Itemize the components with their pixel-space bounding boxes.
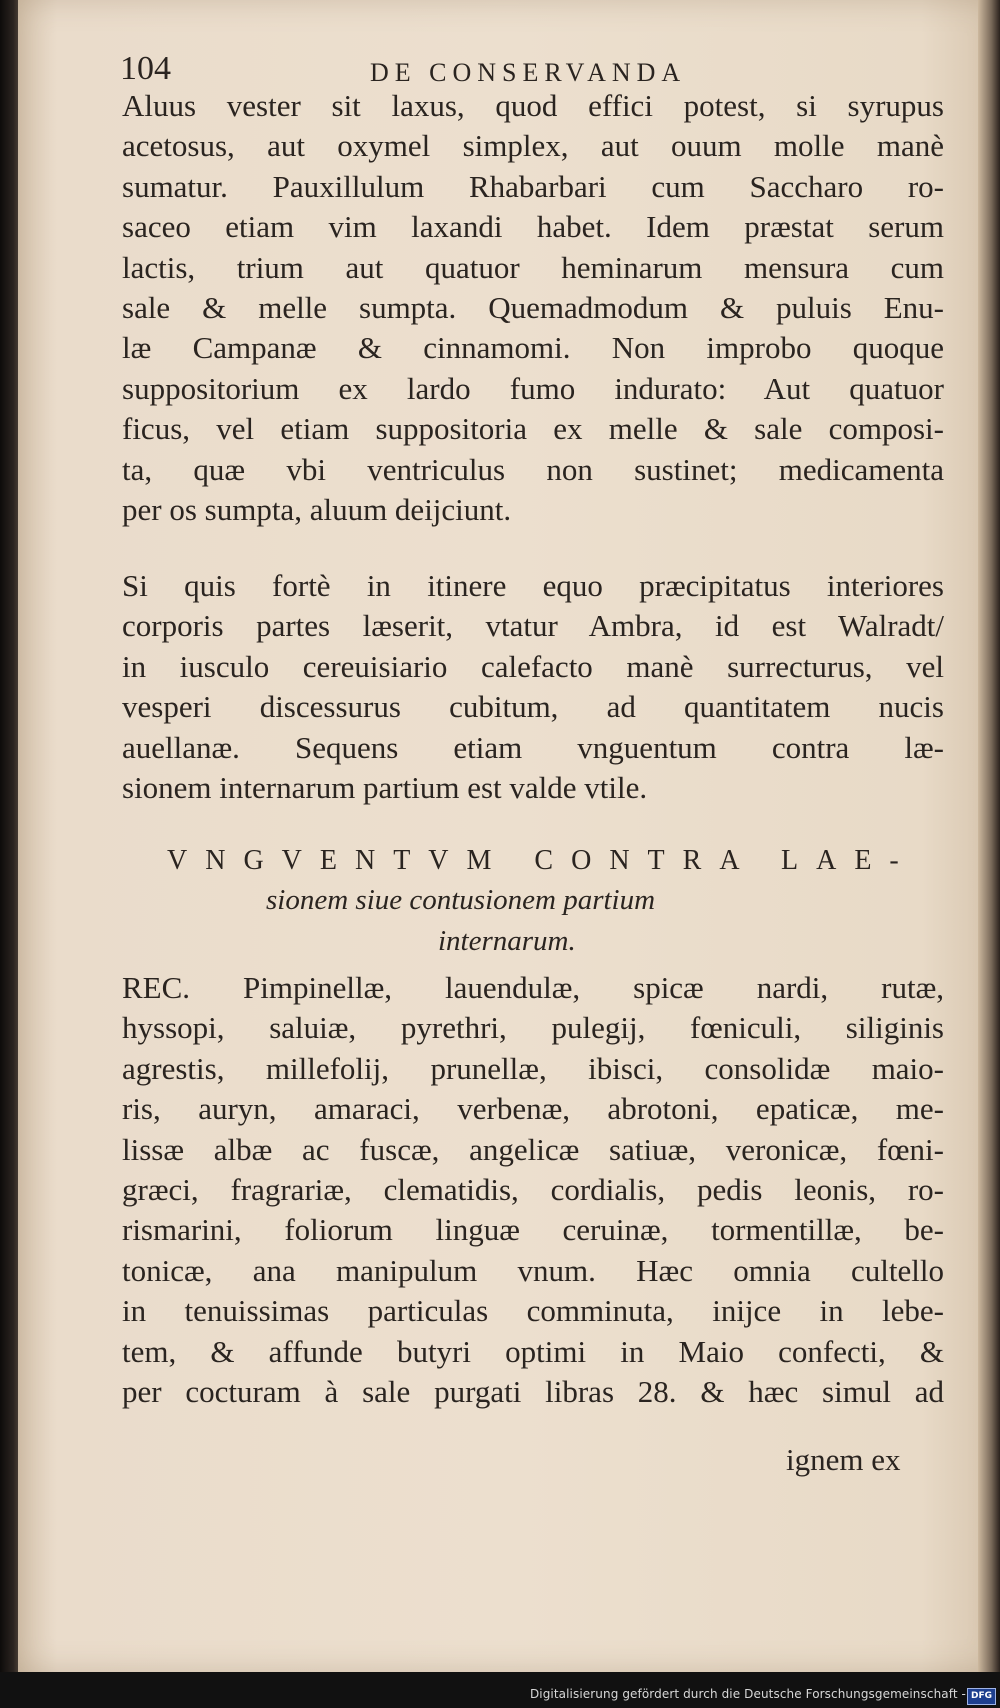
text-line: agrestis, millefolij, prunellæ, ibisci, consolidæ maio-: [122, 1050, 944, 1086]
section-heading: VNGVENTVM CONTRA LAE-: [167, 845, 917, 876]
text-line: auellanæ. Sequens etiam vnguentum contra læ-: [122, 729, 944, 765]
text-line: sale & melle sumpta. Quemadmodum & puluis Enu-: [122, 290, 944, 326]
page-number: 104: [120, 50, 171, 87]
digitization-credit: Digitalisierung gefördert durch die Deutsche Forschungsgemeinschaft -: [529, 1687, 966, 1701]
paragraph-fall-injury: [122, 566, 944, 808]
text-line: Si quis fortè in itinere equo præcipitatus interiores: [122, 568, 944, 603]
text-line: tem, & affunde butyri optimi in Maio confecti, &: [122, 1333, 944, 1369]
text-line: hyssopi, saluiæ, pyrethri, pulegij, fœniculi, siliginis: [122, 1010, 944, 1046]
section-heading-subtitle-end: internarum.: [438, 925, 576, 957]
text-line: ficus, vel etiam suppositoria ex melle & sale composi-: [122, 411, 944, 447]
catchword: ignem ex: [786, 1442, 901, 1477]
text-line: lactis, trium aut quatuor heminarum mensura cum: [122, 249, 944, 285]
text-line: vesperi discessurus cubitum, ad quantitatem nucis: [122, 689, 944, 725]
text-line: ta, quæ vbi ventriculus non sustinet; medicamenta: [122, 451, 944, 487]
paragraph-laxative: [122, 86, 944, 530]
section-heading-subtitle: sionem siue contusionem partium: [266, 884, 656, 916]
text-line: ris, auryn, amaraci, verbenæ, abrotoni, epaticæ, me-: [122, 1091, 944, 1127]
text-line: lissæ albæ ac fuscæ, angelicæ satiuæ, veronicæ, fœni-: [122, 1131, 944, 1167]
text-line: rismarini, foliorum linguæ ceruinæ, tormentillæ, be-: [122, 1212, 944, 1248]
paragraph-recipe: [122, 968, 944, 1412]
text-line: suppositorium ex lardo fumo indurato: Aut quatuor: [122, 370, 944, 406]
text-line: REC. Pimpinellæ, lauendulæ, spicæ nardi, rutæ,: [122, 970, 944, 1005]
page-edge-shadow: [978, 0, 1000, 1672]
running-head: DE CONSERVANDA: [370, 58, 687, 87]
text-line: corporis partes læserit, vtatur Ambra, id est Walradt/: [122, 608, 944, 644]
text-line: læ Campanæ & cinnamomi. Non improbo quoque: [122, 330, 944, 366]
text-line: in iusculo cereuisiario calefacto manè surrecturus, vel: [122, 648, 944, 684]
text-line: saceo etiam vim laxandi habet. Idem præstat serum: [122, 209, 944, 245]
text-line: per os sumpta, aluum deijciunt.: [122, 492, 512, 528]
text-line: sumatur. Pauxillulum Rhabarbari cum Saccharo ro-: [122, 168, 944, 204]
text-line: per cocturam à sale purgati libras 28. & hæc simul ad: [122, 1374, 944, 1410]
text-line: græci, fragrariæ, clematidis, cordialis, pedis leonis, ro-: [122, 1172, 944, 1208]
text-line: Aluus vester sit laxus, quod effici potest, si syrupus: [122, 88, 944, 123]
text-line: acetosus, aut oxymel simplex, aut ouum molle manè: [122, 128, 944, 164]
dfg-logo: DFG: [967, 1688, 996, 1705]
text-line: in tenuissimas particulas comminuta, inijce in lebe-: [122, 1293, 944, 1329]
text-line: tonicæ, ana manipulum vnum. Hæc omnia cultello: [122, 1252, 944, 1288]
text-line: sionem internarum partium est valde vtile.: [122, 770, 648, 806]
